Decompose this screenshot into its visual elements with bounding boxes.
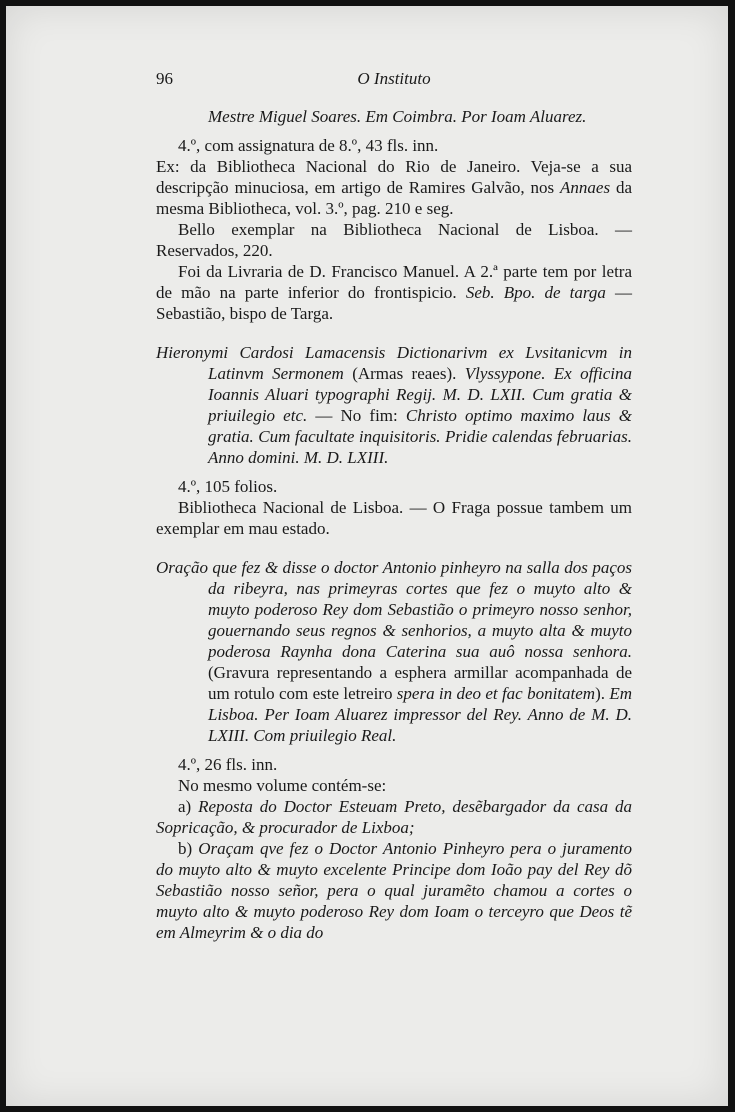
entry3-item-b [156,838,632,943]
running-title: O Instituto [357,69,431,88]
entry2-note: Bibliotheca Nacional de Lisboa. — O Fraga possue tambem um exemplar em mau estado. [156,498,632,538]
entry2-title-b: (Armas reaes). [343,364,465,383]
entry1-foi-italic: Seb. Bpo. de targa [465,283,606,302]
entry3-item-a-label: a) [178,797,192,816]
entry1-foi-suffix: — Sebastião, bispo de Targa. [156,283,632,323]
entry1-annaes: Annaes [560,178,611,197]
entry3-title-d: ). [595,684,610,703]
entry3-format: 4.º, 26 fls. inn. [178,755,278,774]
entry3-title-b: (Gravura representando a esphera armillar acompanhada de um rotulo com este letreiro [208,663,632,703]
entry3-item-b-text: Oraçam qve fez o Doctor Antonio Pinheyro pera o juramento do muyto alto & muyto excelente Principe dom Ioão pay del Rey dõ Sebastião nosso señor, pera o qual juramẽto chamou a cortes o muyto alto & muyto poderoso Rey dom Ioam o terceyro que Deos tẽ em Almeyrim & o dia do [156,839,633,942]
entry3-title [156,557,632,746]
book-page [6,6,728,1106]
page-number: 96 [156,69,173,88]
entry3-title-c: spera in deo et fac bonitatem [396,684,596,703]
entry1-exemplar [156,156,632,219]
entry1-bello: Bello exemplar na Bibliotheca Nacional de Lisboa. — Reservados, 220. [156,220,632,260]
entry2-title-a: Hieronymi Cardosi Lamacensis Dictionarivm ex Lvsitanicvm in Latinvm Sermonem [156,343,632,383]
entry2-title-c: Vlyssypone. Ex officina Ioannis Aluari typographi Regij. M. D. LXII. Cum gratia & priuilegio etc. [208,364,633,425]
entry2-title-e: Christo optimo maximo laus & gratia. Cum facultate inquisitoris. Pridie calendas februarias. Anno domini. M. D. LXIII. [208,406,633,467]
page-text-column [156,68,632,943]
entry2-title [156,342,632,468]
entry3-volume-note: No mesmo volume contém-se: [178,776,387,795]
entry2-format: 4.º, 105 folios. [178,477,278,496]
entry3-item-a [156,796,632,838]
entry1-format: 4.º, com assignatura de 8.º, 43 fls. inn. [178,136,439,155]
entry3-item-b-label: b) [178,839,193,858]
entry1-provenance [156,261,632,324]
entry3-title-a: Oração que fez & disse o doctor Antonio pinheyro na salla dos paços da ribeyra, nas primeyras cortes que fez o muyto alto & muyto poderoso Rey dom Sebastião o primeyro nosso senhor, gouernando seus regnos & senhorios, a muyto alta & muyto poderosa Raynha dona Caterina sua auô nossa senhora. [156,558,632,661]
entry2-title-d: — No fim: [307,406,406,425]
entry1-foi-prefix: Foi da Livraria de D. Francisco Manuel. A 2.ª parte tem por letra de mão na parte inferior do frontispicio. [156,262,632,302]
page-header [156,68,632,92]
entry3-item-a-text: Reposta do Doctor Esteuam Preto, desẽbargador da casa da Sopricação, & procurador de Lixboa; [156,797,632,837]
entry1-imprint: Mestre Miguel Soares. Em Coimbra. Por Ioam Aluarez. [208,107,587,126]
entry1-ex-suffix: da mesma Bibliotheca, vol. 3.º, pag. 210 e seg. [156,178,632,218]
entry1-ex-prefix: Ex: da Bibliotheca Nacional do Rio de Janeiro. Veja-se a sua descripção minuciosa, em artigo de Ramires Galvão, nos [156,157,632,197]
entry3-title-e: Em Lisboa. Per Ioam Aluarez impressor del Rey. Anno de M. D. LXIII. Com priuilegio Real. [208,684,632,745]
